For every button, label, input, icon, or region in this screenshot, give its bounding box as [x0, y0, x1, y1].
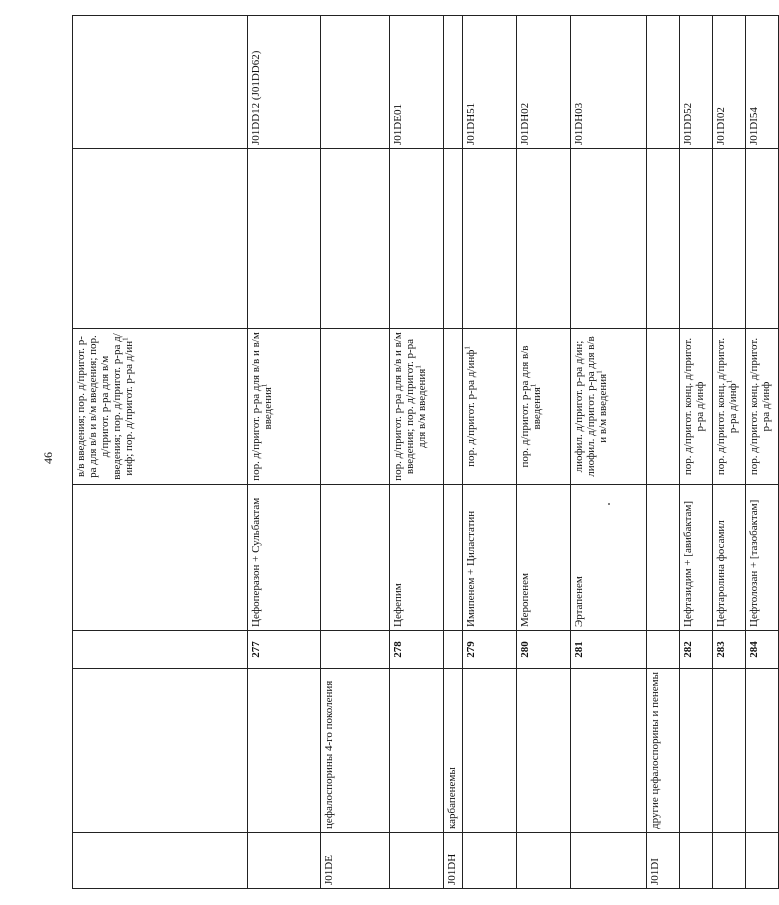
atc-code: [390, 16, 444, 149]
table-row: [73, 16, 248, 889]
drug-name: [463, 485, 517, 631]
group-name: [746, 669, 779, 833]
dosage-form-text: пор. д/пригот. р-ра для в/в и в/м введения: [250, 332, 274, 481]
atc-code-text: J01DH02: [519, 102, 531, 145]
drug-table-container: [72, 16, 772, 889]
drug-name: [73, 485, 248, 631]
drug-name: [321, 485, 390, 631]
atc-code-text: J01DE01: [392, 104, 404, 145]
atc-code: [746, 16, 779, 149]
footnote-mark: 1: [414, 365, 423, 369]
row-number: [517, 631, 571, 669]
row-number-text: 280: [519, 641, 531, 658]
dosage-form-text: в/в введения; пор. д/пригот. р-ра для в/в и в/м введения; пор. д/пригот. р-ра для в/м введения; пор. д/пригот. р-ра д/инф; пор. д/пригот. р-ра д/ин: [75, 333, 135, 480]
row-number: [73, 631, 248, 669]
atc-code: [463, 16, 517, 149]
row-number-text: 283: [715, 641, 727, 658]
table-row: [463, 16, 517, 889]
drug-name-text: Эртапенем: [573, 576, 585, 627]
drug-name: [517, 485, 571, 631]
row-number: [444, 631, 463, 669]
empty-cell: [517, 149, 571, 329]
atc-code-text: J01DD52: [682, 102, 694, 145]
drug-name-text: Меропенем: [519, 572, 531, 627]
dosage-form: [321, 329, 390, 485]
empty-cell: [571, 149, 647, 329]
table-row: [517, 16, 571, 889]
group-name: [73, 669, 248, 833]
dosage-form-text: лиофил. д/пригот. р-ра д/ин; лиофил. д/пригот. р-ра для в/в и в/м введения: [573, 336, 609, 477]
table-row: [647, 16, 680, 889]
drug-name: [444, 485, 463, 631]
row-number-text: 281: [573, 641, 585, 658]
atc-group-code: [713, 833, 746, 889]
footnote-mark: 1: [121, 337, 130, 341]
row-number-text: 284: [748, 641, 760, 658]
group-name: [571, 669, 647, 833]
atc-code-text: J01DI54: [748, 107, 760, 145]
row-number: [713, 631, 746, 669]
group-name: [390, 669, 444, 833]
dosage-form: [390, 329, 444, 485]
atc-group-code: [321, 833, 390, 889]
dosage-form: [463, 329, 517, 485]
atc-code: [321, 16, 390, 149]
atc-code: [713, 16, 746, 149]
atc-group-code-text: J01DI: [649, 858, 661, 885]
drug-name: [647, 485, 680, 631]
group-name: [680, 669, 713, 833]
atc-code-text: J01DI02: [715, 107, 727, 145]
dosage-form: [444, 329, 463, 485]
table-row: [713, 16, 746, 889]
table-row: [390, 16, 444, 889]
dosage-form-text: пор. д/пригот. конц. д/пригот. р-ра д/инф: [748, 337, 772, 476]
table-row: [248, 16, 321, 889]
row-number: [248, 631, 321, 669]
atc-group-code: [517, 833, 571, 889]
drug-name-text: Цефепим: [392, 583, 404, 627]
empty-cell: [463, 149, 517, 329]
atc-code: [517, 16, 571, 149]
row-number: [647, 631, 680, 669]
dosage-form-text: пор. д/пригот. конц. д/пригот. р-ра д/инф: [715, 337, 739, 476]
row-number-text: 282: [682, 641, 694, 658]
drug-name: [248, 485, 321, 631]
dosage-form-text: пор. д/пригот. р-ра для в/в и в/м введения; пор. д/пригот. р-ра для в/м введения: [392, 332, 428, 481]
dosage-form-text: пор. д/пригот. р-ра д/инф: [465, 349, 477, 467]
atc-code-text: J01DD12 (J01DD62): [250, 50, 262, 145]
drug-name-text: Цефтаролина фосамил: [715, 520, 727, 627]
group-name: [647, 669, 680, 833]
dosage-form: [517, 329, 571, 485]
empty-cell: [321, 149, 390, 329]
row-number: [390, 631, 444, 669]
drug-name-text: Цефтолозан + [тазобактам]: [748, 499, 760, 627]
dosage-form: [248, 329, 321, 485]
group-name-text: цефалоспорины 4-го поколения: [323, 680, 335, 829]
empty-cell: [746, 149, 779, 329]
table-row: [571, 16, 647, 889]
page-number-text: 46: [41, 452, 55, 464]
row-number: [463, 631, 517, 669]
drug-name: [571, 485, 647, 631]
footnote-mark: 1: [260, 383, 269, 388]
group-name: [463, 669, 517, 833]
atc-code-text: J01DH03: [573, 102, 585, 145]
row-number-text: 277: [250, 641, 262, 658]
atc-code: [571, 16, 647, 149]
page-number: [41, 436, 55, 464]
drug-name: [390, 485, 444, 631]
dosage-form: [746, 329, 779, 485]
atc-code: [680, 16, 713, 149]
atc-code-text: J01DH51: [465, 102, 477, 145]
group-name: [713, 669, 746, 833]
scan-speck: [608, 503, 610, 505]
atc-group-code: [390, 833, 444, 889]
atc-group-code: [647, 833, 680, 889]
row-number: [571, 631, 647, 669]
atc-code: [73, 16, 248, 149]
atc-code: [248, 16, 321, 149]
dosage-form: [571, 329, 647, 485]
atc-group-code: [680, 833, 713, 889]
dosage-form: [647, 329, 680, 485]
drug-name-text: Цефоперазон + Сульбактам: [250, 497, 262, 627]
footnote-mark: 1: [725, 379, 734, 384]
dosage-form: [73, 329, 248, 485]
drug-table-rotated: [72, 16, 772, 889]
group-name: [517, 669, 571, 833]
drug-table-body: [73, 16, 779, 889]
table-row: [444, 16, 463, 889]
dosage-form-text: пор. д/пригот. конц. д/пригот. р-ра д/инф: [682, 337, 706, 476]
empty-cell: [647, 149, 680, 329]
group-name-text: другие цефалоспорины и пенемы: [649, 672, 661, 829]
empty-cell: [390, 149, 444, 329]
row-number: [746, 631, 779, 669]
atc-group-code: [463, 833, 517, 889]
group-name: [248, 669, 321, 833]
atc-code: [647, 16, 680, 149]
drug-name-text: Имипенем + Циластатин: [465, 510, 477, 627]
row-number: [680, 631, 713, 669]
drug-name-text: Цефтазидим + [авибактам]: [682, 500, 694, 627]
footnote-mark: 1: [529, 383, 538, 388]
row-number-text: 279: [465, 641, 477, 658]
atc-group-code: [444, 833, 463, 889]
dosage-form-text: пор. д/пригот. р-ра для в/в введения: [519, 345, 543, 468]
drug-table: [72, 15, 779, 889]
group-name: [444, 669, 463, 833]
footnote-mark: 1: [595, 370, 604, 374]
row-number-text: 278: [392, 641, 404, 658]
dosage-form: [680, 329, 713, 485]
group-name: [321, 669, 390, 833]
dosage-form: [713, 329, 746, 485]
atc-group-code: [73, 833, 248, 889]
atc-code: [444, 16, 463, 149]
atc-group-code: [248, 833, 321, 889]
atc-group-code-text: J01DE: [323, 855, 335, 885]
empty-cell: [73, 149, 248, 329]
atc-group-code-text: J01DH: [446, 853, 458, 885]
table-row: [321, 16, 390, 889]
empty-cell: [444, 149, 463, 329]
empty-cell: [713, 149, 746, 329]
table-row: [680, 16, 713, 889]
drug-name: [746, 485, 779, 631]
drug-name: [713, 485, 746, 631]
atc-group-code: [746, 833, 779, 889]
table-row: [746, 16, 779, 889]
row-number: [321, 631, 390, 669]
empty-cell: [248, 149, 321, 329]
footnote-mark: 1: [463, 346, 472, 350]
empty-cell: [680, 149, 713, 329]
atc-group-code: [571, 833, 647, 889]
drug-name: [680, 485, 713, 631]
group-name-text: карбапенемы: [446, 767, 458, 829]
